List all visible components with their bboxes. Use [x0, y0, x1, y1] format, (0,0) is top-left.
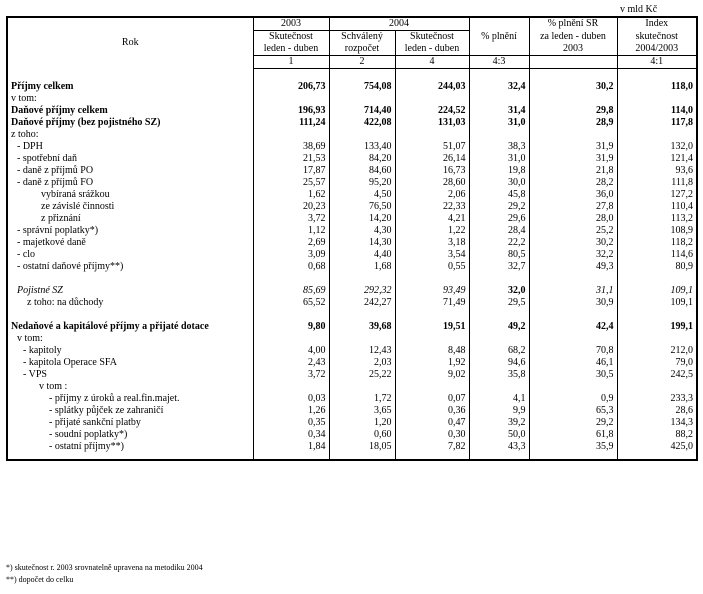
row-label: v tom:: [7, 93, 253, 105]
row-value: 71,49: [395, 297, 469, 309]
row-value: [395, 381, 469, 393]
row-value: 84,20: [329, 153, 395, 165]
row-value: 28,6: [617, 405, 697, 417]
row-value: 25,57: [253, 177, 329, 189]
row-value: 49,3: [529, 261, 617, 273]
footnotes: [6, 562, 203, 586]
row-value: 94,6: [469, 357, 529, 369]
row-value: 49,2: [469, 321, 529, 333]
table-row: [7, 369, 697, 381]
row-value: 133,40: [329, 141, 395, 153]
row-value: 43,3: [469, 441, 529, 453]
header-col-2: 2: [329, 56, 395, 69]
table-row: [7, 297, 697, 309]
row-value: 0,35: [253, 417, 329, 429]
row-value: 109,1: [617, 297, 697, 309]
row-value: 93,49: [395, 285, 469, 297]
row-value: 30,5: [529, 369, 617, 381]
row-value: 31,9: [529, 141, 617, 153]
row-label: Daňové příjmy (bez pojistného SZ): [7, 117, 253, 129]
row-value: 19,51: [395, 321, 469, 333]
row-value: [395, 93, 469, 105]
row-value: 30,2: [529, 81, 617, 93]
header-col-sr: [529, 56, 617, 69]
table-row: [7, 153, 697, 165]
row-value: 88,2: [617, 429, 697, 441]
row-label: - správní poplatky*): [7, 225, 253, 237]
row-value: 19,8: [469, 165, 529, 177]
row-value: 0,55: [395, 261, 469, 273]
row-label: - příjmy z úroků a real.fin.majet.: [7, 393, 253, 405]
header-index: Index: [617, 17, 697, 31]
row-value: 1,72: [329, 393, 395, 405]
table-row: [7, 381, 697, 393]
row-value: 31,0: [469, 153, 529, 165]
row-label: - kapitoly: [7, 345, 253, 357]
table-row: [7, 249, 697, 261]
row-value: 32,0: [469, 285, 529, 297]
row-value: 18,05: [329, 441, 395, 453]
row-value: 2,69: [253, 237, 329, 249]
row-value: 134,3: [617, 417, 697, 429]
row-label: - spotřební daň: [7, 153, 253, 165]
footnote: *) skutečnost r. 2003 srovnatelně upravena na metodiku 2004: [6, 563, 203, 572]
row-value: 2,06: [395, 189, 469, 201]
row-value: 4,21: [395, 213, 469, 225]
row-value: 32,4: [469, 81, 529, 93]
table-row: [7, 165, 697, 177]
row-value: 233,3: [617, 393, 697, 405]
row-value: 0,60: [329, 429, 395, 441]
row-value: 28,9: [529, 117, 617, 129]
row-value: 25,2: [529, 225, 617, 237]
row-value: 1,62: [253, 189, 329, 201]
row-value: 29,6: [469, 213, 529, 225]
table-row: [7, 117, 697, 129]
row-value: 118,2: [617, 237, 697, 249]
row-value: 3,65: [329, 405, 395, 417]
row-value: [253, 93, 329, 105]
table-row: [7, 333, 697, 345]
row-value: 111,24: [253, 117, 329, 129]
table-row: [7, 237, 697, 249]
row-value: 131,03: [395, 117, 469, 129]
row-value: 206,73: [253, 81, 329, 93]
row-value: [529, 93, 617, 105]
table-row: [7, 345, 697, 357]
row-value: 4,40: [329, 249, 395, 261]
row-label: ze závislé činnosti: [7, 201, 253, 213]
row-value: [329, 93, 395, 105]
row-label: - clo: [7, 249, 253, 261]
row-value: 36,0: [529, 189, 617, 201]
row-value: 714,40: [329, 105, 395, 117]
row-value: 9,02: [395, 369, 469, 381]
row-value: 95,20: [329, 177, 395, 189]
row-value: 27,8: [529, 201, 617, 213]
header-plneni-sr: % plnění SR: [529, 17, 617, 31]
row-value: 0,34: [253, 429, 329, 441]
row-label: - daně z příjmů FO: [7, 177, 253, 189]
header-schvaleny: Schválený: [329, 31, 395, 44]
table-row: [7, 261, 697, 273]
row-value: 244,03: [395, 81, 469, 93]
row-value: 212,0: [617, 345, 697, 357]
row-value: 42,4: [529, 321, 617, 333]
row-value: 31,9: [529, 153, 617, 165]
row-label: - VPS: [7, 369, 253, 381]
row-value: 9,9: [469, 405, 529, 417]
row-value: 4,50: [329, 189, 395, 201]
row-value: 127,2: [617, 189, 697, 201]
row-value: 0,07: [395, 393, 469, 405]
row-value: 46,1: [529, 357, 617, 369]
row-value: [529, 333, 617, 345]
row-value: 199,1: [617, 321, 697, 333]
row-value: 117,8: [617, 117, 697, 129]
row-value: 21,53: [253, 153, 329, 165]
row-value: 32,2: [529, 249, 617, 261]
row-label: Pojistné SZ: [7, 285, 253, 297]
row-value: 29,2: [469, 201, 529, 213]
row-label: - daně z příjmů PO: [7, 165, 253, 177]
row-value: 28,60: [395, 177, 469, 189]
row-value: 196,93: [253, 105, 329, 117]
row-value: 31,0: [469, 117, 529, 129]
row-value: [469, 333, 529, 345]
row-label: Příjmy celkem: [7, 81, 253, 93]
row-value: 38,69: [253, 141, 329, 153]
header-skutecnost-2003: Skutečnost: [253, 31, 329, 44]
row-value: 65,52: [253, 297, 329, 309]
row-value: [617, 93, 697, 105]
row-value: 132,0: [617, 141, 697, 153]
row-value: 224,52: [395, 105, 469, 117]
row-value: 121,4: [617, 153, 697, 165]
row-value: 4,30: [329, 225, 395, 237]
table-row: [7, 285, 697, 297]
row-value: 80,5: [469, 249, 529, 261]
header-year-2004: 2004: [329, 17, 469, 31]
row-value: 29,5: [469, 297, 529, 309]
header-rok: Rok: [7, 17, 253, 69]
row-value: 110,4: [617, 201, 697, 213]
row-value: 3,18: [395, 237, 469, 249]
table-row: [7, 321, 697, 333]
row-value: 0,36: [395, 405, 469, 417]
row-label: - ostatní příjmy**): [7, 441, 253, 453]
row-value: [395, 333, 469, 345]
row-value: 754,08: [329, 81, 395, 93]
row-value: 80,9: [617, 261, 697, 273]
row-value: [529, 381, 617, 393]
row-value: 84,60: [329, 165, 395, 177]
row-label: z toho:: [7, 129, 253, 141]
row-value: 28,2: [529, 177, 617, 189]
row-value: 61,8: [529, 429, 617, 441]
header-col-4: 4: [395, 56, 469, 69]
row-value: 0,68: [253, 261, 329, 273]
row-value: 28,0: [529, 213, 617, 225]
row-value: 32,7: [469, 261, 529, 273]
row-value: 70,8: [529, 345, 617, 357]
row-value: 39,2: [469, 417, 529, 429]
table-row: [7, 405, 697, 417]
row-value: 108,9: [617, 225, 697, 237]
row-value: 3,54: [395, 249, 469, 261]
row-label: - ostatní daňové příjmy**): [7, 261, 253, 273]
row-value: 7,82: [395, 441, 469, 453]
row-value: 30,9: [529, 297, 617, 309]
row-value: 242,27: [329, 297, 395, 309]
row-label: z přiznání: [7, 213, 253, 225]
row-value: 422,08: [329, 117, 395, 129]
row-label: - soudní poplatky*): [7, 429, 253, 441]
row-value: 93,6: [617, 165, 697, 177]
row-value: 12,43: [329, 345, 395, 357]
unit-label: v mld Kč: [620, 4, 658, 15]
row-value: [329, 333, 395, 345]
row-value: 0,30: [395, 429, 469, 441]
row-value: 68,2: [469, 345, 529, 357]
row-value: 1,20: [329, 417, 395, 429]
row-value: [617, 129, 697, 141]
row-value: 109,1: [617, 285, 697, 297]
row-value: 29,2: [529, 417, 617, 429]
row-value: 14,30: [329, 237, 395, 249]
row-value: 114,6: [617, 249, 697, 261]
row-value: [469, 93, 529, 105]
row-label: - DPH: [7, 141, 253, 153]
row-value: 0,47: [395, 417, 469, 429]
row-value: 3,72: [253, 213, 329, 225]
table-row: [7, 129, 697, 141]
table-row: [7, 441, 697, 453]
row-value: 35,9: [529, 441, 617, 453]
header-plneni: % plnění: [469, 31, 529, 44]
row-value: 113,2: [617, 213, 697, 225]
row-value: 26,14: [395, 153, 469, 165]
row-value: 118,0: [617, 81, 697, 93]
header-col-1: 1: [253, 56, 329, 69]
row-value: 45,8: [469, 189, 529, 201]
row-value: 111,8: [617, 177, 697, 189]
row-value: 22,33: [395, 201, 469, 213]
row-value: 0,03: [253, 393, 329, 405]
row-value: 4,1: [469, 393, 529, 405]
row-value: [395, 129, 469, 141]
row-label: vybíraná srážkou: [7, 189, 253, 201]
footnote: **) dopočet do celku: [6, 575, 74, 584]
row-value: 51,07: [395, 141, 469, 153]
row-value: 1,22: [395, 225, 469, 237]
table-row: [7, 177, 697, 189]
header-skutecnost-2004: Skutečnost: [395, 31, 469, 44]
row-value: [469, 129, 529, 141]
row-label: Nedaňové a kapitálové příjmy a přijaté dotace: [7, 321, 253, 333]
row-label: - splátky půjček ze zahraničí: [7, 405, 253, 417]
row-value: 2,03: [329, 357, 395, 369]
row-label: v tom:: [7, 333, 253, 345]
row-label: v tom :: [7, 381, 253, 393]
row-label: - majetkové daně: [7, 237, 253, 249]
table-row: [7, 189, 697, 201]
row-value: 9,80: [253, 321, 329, 333]
row-value: 114,0: [617, 105, 697, 117]
row-value: 20,23: [253, 201, 329, 213]
row-value: [253, 333, 329, 345]
header-year-2003: 2003: [253, 17, 329, 31]
row-value: 21,8: [529, 165, 617, 177]
row-value: 2,43: [253, 357, 329, 369]
row-value: [329, 129, 395, 141]
row-value: [253, 381, 329, 393]
row-label: z toho: na důchody: [7, 297, 253, 309]
row-value: 76,50: [329, 201, 395, 213]
row-value: 38,3: [469, 141, 529, 153]
row-value: 22,2: [469, 237, 529, 249]
row-value: 425,0: [617, 441, 697, 453]
table-row: [7, 357, 697, 369]
table-row: [7, 81, 697, 93]
table-row: [7, 141, 697, 153]
row-label: Daňové příjmy celkem: [7, 105, 253, 117]
row-value: 4,00: [253, 345, 329, 357]
row-value: 3,72: [253, 369, 329, 381]
table-row: [7, 201, 697, 213]
row-value: 1,92: [395, 357, 469, 369]
row-value: 0,9: [529, 393, 617, 405]
table-row: [7, 105, 697, 117]
row-value: 14,20: [329, 213, 395, 225]
row-value: [617, 333, 697, 345]
table-row: [7, 93, 697, 105]
row-value: 25,22: [329, 369, 395, 381]
header-col-43: 4:3: [469, 56, 529, 69]
header-col-41: 4:1: [617, 56, 697, 69]
row-value: 29,8: [529, 105, 617, 117]
row-label: - kapitola Operace SFA: [7, 357, 253, 369]
row-value: 3,09: [253, 249, 329, 261]
row-value: [253, 129, 329, 141]
row-value: 8,48: [395, 345, 469, 357]
row-value: 30,0: [469, 177, 529, 189]
row-value: 39,68: [329, 321, 395, 333]
row-value: 85,69: [253, 285, 329, 297]
row-value: 1,68: [329, 261, 395, 273]
row-value: [529, 129, 617, 141]
row-value: [617, 381, 697, 393]
table-row: [7, 393, 697, 405]
row-value: 65,3: [529, 405, 617, 417]
row-value: [329, 381, 395, 393]
budget-table: Rok 2003 2004 % plnění SR Index Skutečnost Schválený Skutečnost % plnění za leden - duben skutečnost leden - duben rozpočet leden - duben 2003 2004/2003 1 2 4 4:3 4:1 Příjmy celkem 206,73 754,08 244,03 32,4 30,2 118,0 v tom: Daňové příjmy celkem 196,93 714,40 224,52 31,4 29,8 114,0 Daňové příjmy (bez pojistného SZ) 111,24 422,08 131,03 31,0 28,9 117,8 z toho: - DPH 38,69 133,40 51,07 38,3 31,9 132,0 - spotřební daň 21,53 84,20 26,14 31,0 31,9 121,4 - daně z příjmů PO 17,87 84,60 16,73 19,8 21,8 93,6 - daně z příjmů FO 25,57 95,20 28,60 30,0 28,2 111,8 vybíraná srážkou 1,62 4,50 2,06 45,8 36,0 127,2 ze závislé činnosti 20,23 76,50 22,33 29,2 27,8 110,4 z přiznání 3,72 14,20 4,21 29,6 28,0 113,2 - správní poplatky*) 1,12 4,30 1,22 28,4 25,2 108,9 - majetkové daně 2,69 14,30 3,18 22,2 30,2 118,2 - clo 3,09 4,40 3,54 80,5 32,2 114,6 - ostatní daňové příjmy**) 0,68 1,68 0,55 32,7 49,3 80,9 Pojistné SZ 85,69 292,32 93,49 32,0 31,1 109,1 z toho: na důchody 65,52 242,27 71,49 29,5 30,9 109,1 Nedaňové a kapitálové příjmy a přijaté dotace 9,80 39,68 19,51 49,2 42,4 199,1 v tom: - kapitoly 4,00 12,43 8,48 68,2 70,8 212,0 - kapitola Operace SFA 2,43 2,03 1,92 94,6 46,1 79,0 - VPS 3,72 25,22 9,02 35,8 30,5 242,5 v tom : - příjmy z úroků a real.fin.majet. 0,03 1,72 0,07 4,1 0,9 233,3 - splátky půjček ze zahraničí 1,26 3,65 0,36 9,9 65,3 28,6 - přijaté sankční platby 0,35 1,20 0,47 39,2 29,2 134,3 - soudní poplatky*) 0,34 0,60 0,30 50,0 61,8 88,2 - ostatní příjmy**) 1,84 18,05 7,82 43,3 35,9 425,0: [6, 16, 698, 461]
table-row: [7, 429, 697, 441]
row-value: 292,32: [329, 285, 395, 297]
row-value: 242,5: [617, 369, 697, 381]
row-value: 1,26: [253, 405, 329, 417]
row-value: 1,12: [253, 225, 329, 237]
row-value: 79,0: [617, 357, 697, 369]
row-value: 16,73: [395, 165, 469, 177]
row-value: 17,87: [253, 165, 329, 177]
row-value: 35,8: [469, 369, 529, 381]
row-value: 1,84: [253, 441, 329, 453]
row-value: 30,2: [529, 237, 617, 249]
row-value: 50,0: [469, 429, 529, 441]
row-value: 31,4: [469, 105, 529, 117]
row-value: [469, 381, 529, 393]
table-row: [7, 417, 697, 429]
row-value: 31,1: [529, 285, 617, 297]
table-row: [7, 213, 697, 225]
table-row: [7, 225, 697, 237]
row-value: 28,4: [469, 225, 529, 237]
row-label: - přijaté sankční platby: [7, 417, 253, 429]
